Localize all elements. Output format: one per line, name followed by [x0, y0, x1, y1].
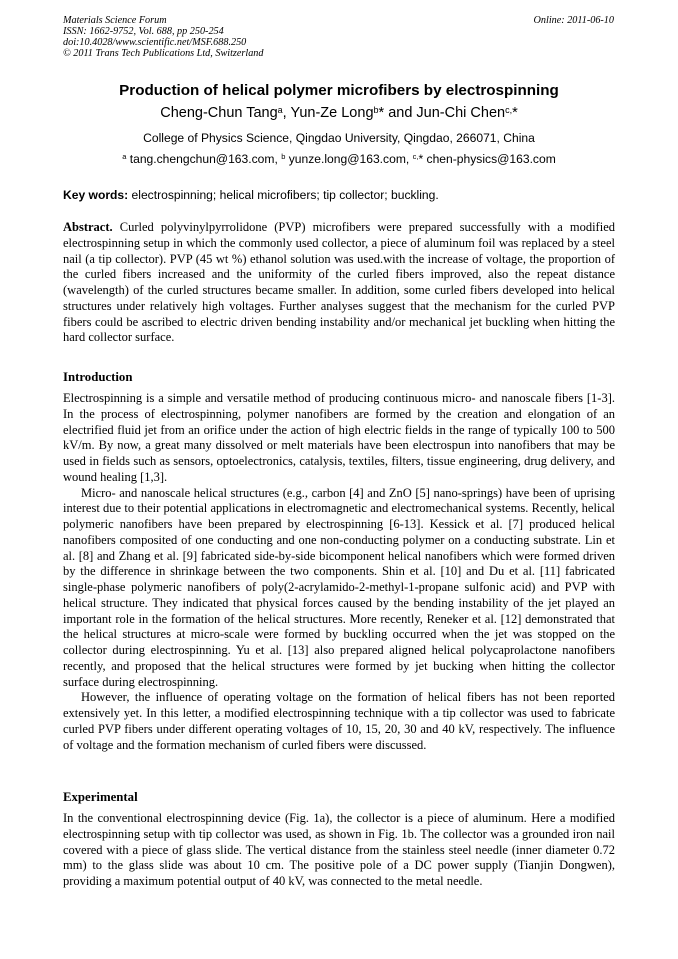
experimental-body — [63, 811, 615, 890]
paragraph: In the conventional electrospinning device (Fig. 1a), the collector is a piece of aluminum. Here a modified electrospinning setup with tip collector was used, as shown in Fig. 1b. The collector was a grounded iron nail covered with a piece of glass slide. The vertical distance from the stainless steel needle (inner diameter 0.72 mm) to the glass slide was about 10 cm. The positive pole of a DC power supply (Tianjin Dongwen), providing a maximum potential output of 40 kV, was connected to the metal needle. — [63, 811, 615, 888]
corresponding-mark: * — [512, 105, 518, 121]
author-separator: and — [384, 105, 417, 121]
email-address: * chen-physics@163.com — [418, 152, 556, 166]
journal-doi: doi:10.4028/www.scientific.net/MSF.688.250 — [63, 37, 247, 48]
author-list — [0, 104, 678, 122]
section-heading-experimental: Experimental — [63, 790, 138, 804]
paper-title: Production of helical polymer microfibers by electrospinning — [119, 82, 559, 99]
email-address: yunze.long@163.com, — [285, 152, 413, 166]
author-emails — [0, 152, 678, 167]
author-affil-mark: a — [277, 104, 283, 115]
paragraph: Micro- and nanoscale helical structures (e.g., carbon [4] and ZnO [5] nano-springs) have been of uprising interest due to their potential applications in electromagnetic and electromechanical systems. Recently, helical polymeric nanofibers have been prepared by electrospinning [6-13]. Kessick et al. [7] produced helical nanofibers composited of one conducting and one non-conducting polymer on a conducting substrate. Lin et al. [8] and Zhang et al. [9] fabricated side-by-side bicomponent helical nanofibers which were formed driven by the difference in shrinkage between the two components. Shin et al. [10] and Du et al. [11] fabricated single-phase polymeric nanofibers of poly(2-acrylamido-2-methyl-1-propane sulfonic acid) and PVP with helical structure. They indicated that physical forces caused by the bending instability of the jet played an important role in the formation of the helical structures. More recently, Reneker et al. [12] demonstrated that the helical structures at micro-scale were formed by buckling occurred when the jet was stopped on the collector during electrospinning. Yu et al. [13] also prepared aligned helical polycaprolactone nanofibers recently, and proposed that the helical structures were formed by jet bucking when hitting the collector surface during electrospinning. — [63, 485, 615, 689]
author-affil-mark: c, — [505, 104, 513, 115]
paragraph: However, the influence of operating voltage on the formation of helical fibers has not been reported extensively yet. In this letter, a modified electrospinning technique with a tip collector was used to fabricate curled PVP fibers under different operating voltages of 10, 15, 20, 30 and 40 kV, respectively. The influence of voltage and the formation mechanism of curled fibers were discussed. — [63, 690, 615, 752]
author-separator: , — [282, 105, 291, 121]
keywords — [63, 188, 615, 203]
journal-name: Materials Science Forum — [63, 15, 167, 26]
author-name: Yun-Ze Long — [290, 105, 374, 121]
abstract — [63, 220, 615, 346]
paragraph: Electrospinning is a simple and versatile method of producing continuous micro- and nanoscale fibers [1-3]. In the process of electrospinning, polymer nanofibers are formed by the creation and elongation of an electrified fluid jet from an orifice under the action of high electric fields in the range of typically 100 to 500 kV/m. By now, a great many dissolved or melt materials have been electrospun into nanofibers that may be used in fields such as sensors, optoelectronics, catalysis, textiles, filters, tissue engineering, drug delivery, and wound healing [1,3]. — [63, 391, 615, 484]
author-affil-mark: b — [373, 104, 379, 115]
introduction-body — [63, 391, 615, 753]
email-address: tang.chengchun@163.com, — [126, 152, 282, 166]
corresponding-mark: * — [378, 105, 385, 121]
keywords-text: electrospinning; helical microfibers; tip collector; buckling. — [128, 188, 439, 202]
affiliation: College of Physics Science, Qingdao University, Qingdao, 266071, China — [143, 131, 535, 145]
author-name: Cheng-Chun Tang — [160, 105, 278, 121]
email-mark: c, — [412, 152, 419, 162]
keywords-label: Key words: — [63, 188, 129, 202]
journal-header — [63, 15, 263, 59]
online-date: Online: 2011-06-10 — [533, 15, 614, 26]
journal-copyright: © 2011 Trans Tech Publications Ltd, Switzerland — [63, 48, 264, 59]
abstract-label: Abstract. — [63, 220, 113, 234]
abstract-text: Curled polyvinylpyrrolidone (PVP) microfibers were prepared successfully with a modified electrospinning setup in which the commonly used collector, a piece of aluminum foil was replaced by a steel nail (a tip collector). PVP (45 wt %) ethanol solution was used.with the increase of voltage, the proportion of the curled fibers increased and the uniformity of the curled fibers improved, also the repeat distance (wavelength) of the curled structures became smaller. In addition, some curled fibers developed into helical structures under relatively high voltages. Further analyses suggest that the mechanism for the curled PVP fibers could be ascribed to electric driven bending instability and/or mechanical jet buckling when hitting the hard collector surface. — [63, 220, 615, 345]
author-name: Jun-Chi Chen — [416, 105, 506, 121]
email-mark: a — [122, 152, 127, 162]
journal-issn: ISSN: 1662-9752, Vol. 688, pp 250-254 — [63, 26, 224, 37]
section-heading-introduction: Introduction — [63, 370, 133, 384]
email-mark: b — [281, 152, 286, 162]
